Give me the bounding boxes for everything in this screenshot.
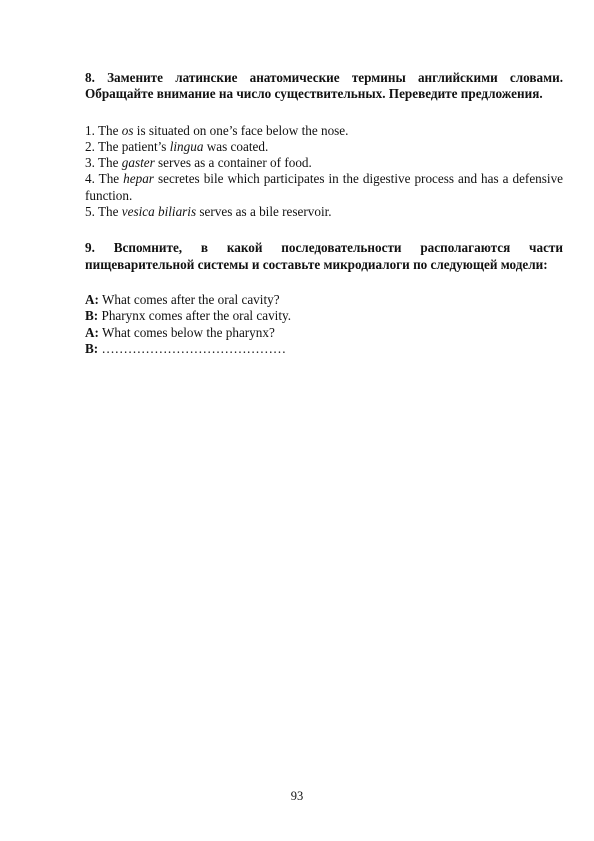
latin-term: gaster	[121, 155, 155, 171]
dialog-text: Pharynx comes after the oral cavity.	[98, 308, 292, 324]
dialog-line-1	[85, 292, 563, 308]
speaker-label: A:	[85, 324, 99, 340]
latin-term: hepar	[123, 171, 154, 187]
page-content	[85, 70, 563, 357]
task-8-sentence-1: 1. The os is situated on one’s face below the nose.	[85, 122, 349, 138]
task-9-dialog	[85, 292, 563, 357]
task-8-sentence-2: 2. The patient’s lingua was coated.	[85, 138, 269, 154]
dialog-text: What comes below the pharynx?	[98, 324, 275, 340]
task-8-sentence-5: 5. The vesica biliaris serves as a bile reservoir.	[85, 204, 332, 220]
speaker-label: B:	[85, 308, 99, 324]
speaker-label: A:	[85, 291, 99, 307]
dialog-text: ……………………………………	[98, 340, 287, 356]
page-number: 93	[290, 789, 304, 803]
task-8-sentence-3: 3. The gaster serves as a container of food.	[85, 155, 312, 171]
dialog-text: What comes after the oral cavity?	[98, 291, 280, 307]
latin-term: lingua	[169, 138, 204, 154]
task-8-heading: 8. Замените латинские анатомические термины английскими словами. Обращайте внимание на число существительных. Переведите предложения.	[85, 70, 563, 102]
task-8-sentence-list	[85, 123, 563, 221]
dialog-line-2	[85, 308, 563, 324]
dialog-line-4	[85, 341, 563, 357]
speaker-label: B:	[85, 340, 99, 356]
task-9-heading: 9. Вспомните, в какой последовательности располагаются части пищеварительной системы и составьте микродиалоги по следующей модели:	[85, 240, 563, 272]
dialog-line-3	[85, 325, 563, 341]
latin-term: vesica biliaris	[121, 204, 197, 220]
task-8-sentence-4: 4. The hepar secretes bile which participates in the digestive process and has a defensive function.	[85, 171, 564, 203]
section-spacer	[85, 220, 563, 240]
latin-term: os	[121, 122, 134, 138]
